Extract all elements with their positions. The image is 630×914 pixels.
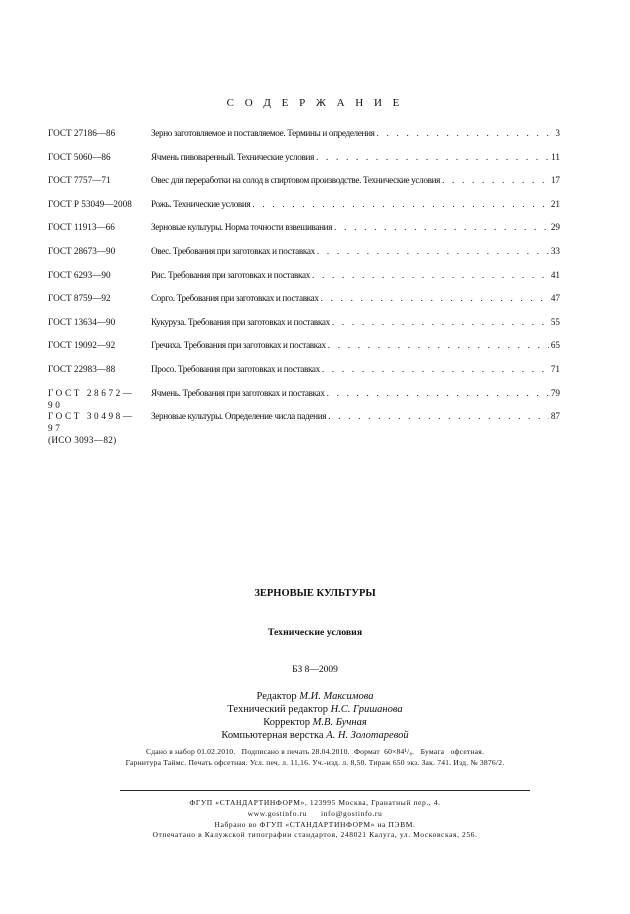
imprint-line: Сдано в набор 01.02.2010. Подписано в печать 28.04.2010. Формат 60×84¹/₈. Бумага офсетная. — [145, 747, 485, 756]
toc-entry-page: 79 — [550, 387, 560, 398]
contents-title: С О Д Е Р Ж А Н И Е — [226, 97, 404, 109]
toc-entry-page: 3 — [555, 128, 560, 138]
toc-entry-code: ГОСТ 28672—90 — [48, 387, 135, 410]
credit-name: М.И. Максимова — [299, 691, 374, 702]
toc-entry-page: 55 — [550, 316, 560, 327]
credit-role: Технический редактор — [227, 704, 328, 715]
dot-leader — [328, 339, 549, 351]
toc-entry-code: ГОСТ 5060—86 — [48, 151, 111, 162]
toc-entry-code: ГОСТ Р 53049—2008 — [48, 198, 132, 209]
toc-entry-code: ГОСТ 28673—90 — [48, 245, 116, 256]
toc-entry-page: 33 — [550, 245, 560, 256]
dot-leader — [327, 387, 549, 399]
publisher-line: Отпечатано в Калужской типографии стандартов, 248021 Калуга, ул. Московская, 256. — [152, 830, 478, 840]
toc-entry-page: 71 — [550, 363, 560, 374]
publisher-line: ФГУП «СТАНДАРТИНФОРМ», 123995 Москва, Гранатный пер., 4. — [189, 798, 441, 807]
credits — [0, 690, 630, 742]
credit-line — [0, 690, 630, 703]
toc-entry[interactable] — [48, 363, 560, 387]
toc-entry[interactable] — [48, 269, 560, 293]
dot-leader — [321, 292, 549, 304]
toc-entry-code: ГОСТ 8759—92 — [48, 293, 111, 304]
toc-entry-title: Кукуруза. Требования при заготовках и поставках — [151, 316, 330, 327]
toc-entry-title: Овес. Требования при заготовках и поставках — [151, 245, 315, 256]
toc-entry-title: Зерновые культуры. Норма точности взвешивания — [151, 222, 333, 233]
dot-leader — [312, 269, 549, 281]
toc-entry-code: ГОСТ 13634—90 — [48, 316, 116, 327]
dot-leader — [332, 316, 549, 328]
toc-entry-title: Рожь. Технические условия — [151, 198, 251, 209]
dot-leader — [316, 151, 549, 163]
toc-entry-title: Рис. Требования при заготовках и поставках — [151, 269, 310, 280]
toc-entry-title: Овес для переработки на солод в спиртовом производстве. Технические условия — [151, 175, 441, 186]
toc-entry[interactable] — [48, 245, 560, 269]
toc-entry-code: ГОСТ 22983—88 — [48, 363, 116, 374]
dot-leader — [317, 245, 549, 257]
toc-entry[interactable] — [48, 127, 560, 151]
collection-title: ЗЕРНОВЫЕ КУЛЬТУРЫ — [254, 588, 376, 599]
toc-entry-title: Зерно заготовляемое и поставляемое. Термины и определения — [151, 128, 375, 138]
imprint-line: Гарнитура Таймс. Печать офсетная. Усл. печ. л. 11,16. Уч.-изд. л. 8,50. Тираж 650 экз. Зак. 741. Изд. № 3876/2. — [125, 758, 505, 767]
toc-entry-code: ГОСТ 11913—66 — [48, 222, 115, 233]
credit-name: Н.С. Гришанова — [330, 704, 403, 715]
divider — [120, 790, 530, 791]
toc-entry-title: Ячмень пивоваренный. Технические условия — [151, 151, 314, 162]
credit-line — [0, 729, 630, 742]
credit-role: Редактор — [256, 691, 297, 702]
toc-entry[interactable] — [48, 221, 560, 245]
toc-entry-title: Ячмень. Требования при заготовках и поставках — [151, 387, 325, 398]
toc-entry[interactable] — [48, 292, 560, 316]
toc-entry[interactable] — [48, 174, 560, 198]
credit-line — [0, 716, 630, 729]
dot-leader — [442, 174, 549, 186]
toc-entry-title: Просо. Требования при заготовках и поставках — [151, 363, 320, 374]
toc-entry-code: ГОСТ 27186—86 — [48, 128, 116, 138]
toc-entry[interactable] — [48, 151, 560, 175]
publisher-website[interactable]: www.gostinfo.ru — [247, 808, 308, 818]
publisher-email[interactable]: info@gostinfo.ru — [321, 808, 383, 818]
toc-entry-code: ГОСТ 30498—97 — [48, 411, 135, 434]
publisher-line: Набрано во ФГУП «СТАНДАРТИНФОРМ» на ПЭВМ. — [214, 819, 416, 829]
toc-entry-title: Сорго. Требования при заготовках и поставках — [151, 293, 319, 304]
dot-leader — [334, 221, 549, 233]
toc-entry-page: 47 — [550, 293, 560, 304]
dot-leader — [377, 127, 554, 139]
credit-role: Корректор — [263, 717, 311, 728]
toc-entry-code-iso: (ИСО 3093—82) — [48, 435, 117, 446]
dot-leader — [328, 410, 549, 422]
imprint — [0, 746, 630, 768]
publisher-contacts — [0, 809, 630, 820]
toc-entry-title: Гречиха. Требования при заготовках и поставках — [151, 340, 326, 351]
toc-entry-page: 21 — [550, 198, 560, 209]
table-of-contents — [48, 127, 560, 446]
toc-entry[interactable] — [48, 410, 560, 446]
toc-entry[interactable] — [48, 198, 560, 222]
toc-entry-page: 11 — [551, 151, 560, 162]
toc-entry[interactable] — [48, 339, 560, 363]
credit-name: А. Н. Золотаревой — [326, 730, 409, 741]
toc-entry-page: 41 — [550, 269, 560, 280]
toc-entry[interactable] — [48, 316, 560, 340]
toc-entry-page: 17 — [550, 175, 560, 186]
toc-entry-title: Зерновые культуры. Определение числа падения — [151, 411, 327, 422]
credit-role: Компьютерная верстка — [221, 730, 324, 741]
dot-leader — [322, 363, 549, 375]
toc-entry-code-block — [48, 410, 148, 446]
credit-line — [0, 703, 630, 716]
toc-entry-code: ГОСТ 6293—90 — [48, 269, 111, 280]
toc-entry-code: ГОСТ 19092—92 — [48, 340, 116, 351]
toc-entry-page: 29 — [550, 222, 560, 233]
toc-entry-page: 65 — [550, 340, 560, 351]
bz-number: БЗ 8—2009 — [292, 665, 338, 675]
toc-entry-code: ГОСТ 7757—71 — [48, 175, 111, 186]
toc-entry-page: 87 — [550, 411, 560, 422]
toc-entry[interactable] — [48, 387, 560, 411]
dot-leader — [252, 198, 548, 210]
collection-subtitle: Технические условия — [267, 627, 363, 638]
credit-name: М.В. Бучная — [312, 717, 367, 728]
publisher-info — [0, 798, 630, 841]
